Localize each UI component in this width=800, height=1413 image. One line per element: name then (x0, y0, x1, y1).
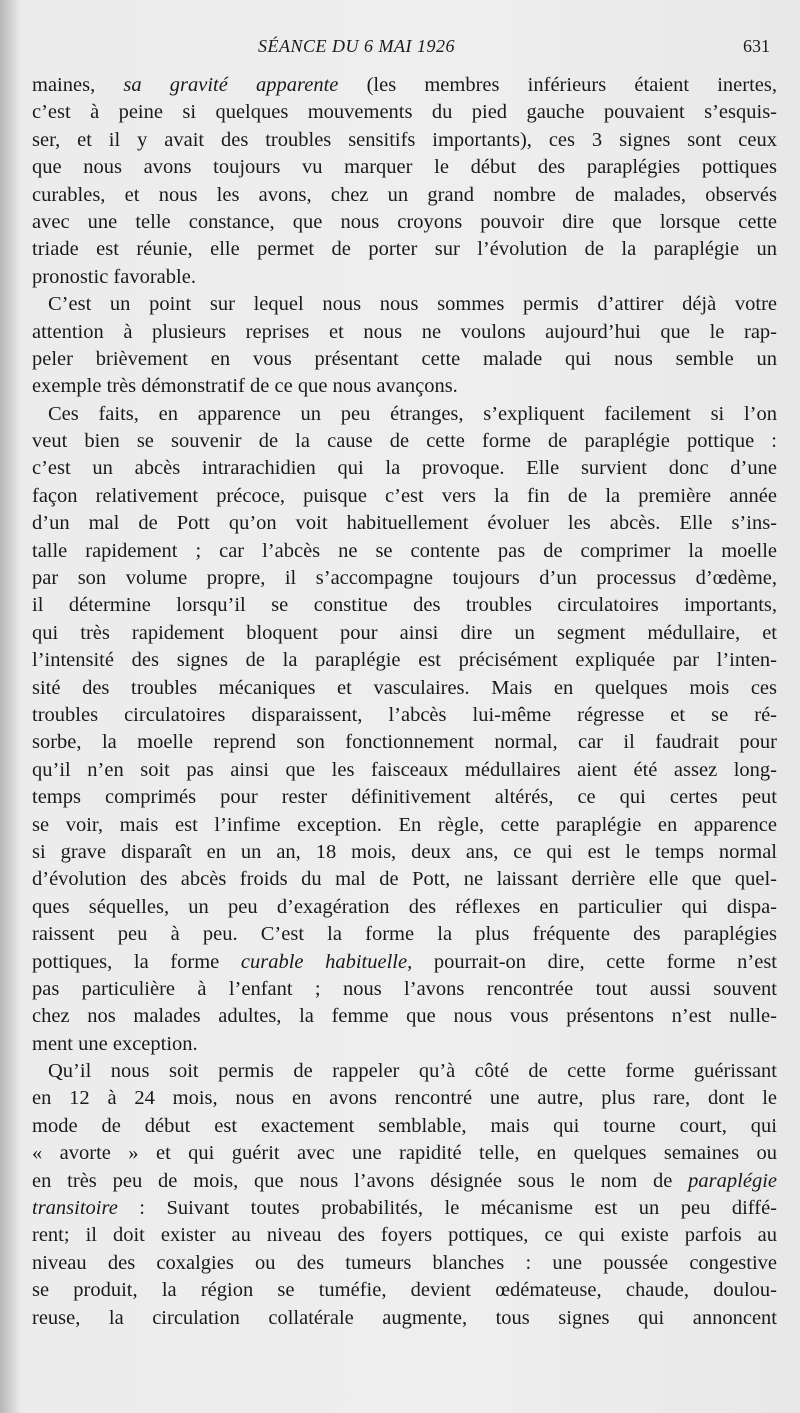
text-segment: peler brièvement en vous présentant cette malade qui nous semble un (32, 347, 777, 370)
text-segment: sité des troubles mécaniques et vasculaires. Mais en quelques mois ces (32, 676, 777, 699)
text-segment: ques séquelles, un peu d’exagération des réflexes en particulier qui dispa- (32, 895, 777, 918)
text-segment: sorbe, la moelle reprend son fonctionnement normal, car il faudrait pour (32, 731, 777, 754)
text-segment: pronostic favorable. (32, 265, 196, 288)
text-line (32, 1222, 777, 1249)
text-segment: troubles circulatoires disparaissent, l’abcès lui-même régresse et se ré- (32, 703, 777, 726)
text-segment: reuse, la circulation collatérale augmente, tous signes qui annoncent (32, 1306, 777, 1329)
text-segment: façon relativement précoce, puisque c’est vers la fin de la première année (32, 484, 777, 507)
text-line (32, 1168, 777, 1195)
text-segment: curables, et nous les avons, chez un grand nombre de malades, observés (32, 183, 777, 206)
text-line (32, 1003, 777, 1030)
text-line (32, 346, 777, 373)
text-line (32, 812, 777, 839)
text-segment: en 12 à 24 mois, nous en avons rencontré une autre, plus rare, dont le (32, 1087, 777, 1110)
text-line (32, 1140, 777, 1167)
text-segment: pourrait-on dire, cette forme n’est (412, 950, 777, 973)
running-title: SÉANCE DU 6 MAI 1926 (258, 36, 455, 56)
text-segment: rent; il doit exister au niveau des foyers pottiques, ce qui existe parfois au (32, 1224, 777, 1247)
body-text (32, 72, 777, 1332)
text-segment: niveau des coxalgies ou des tumeurs blanches : une poussée congestive (32, 1251, 777, 1274)
text-segment: d’un mal de Pott qu’on voit habituellement évoluer les abcès. Elle s’ins- (32, 512, 777, 535)
text-segment: attention à plusieurs reprises et nous ne voulons aujourd’hui que le rap- (32, 320, 777, 343)
text-segment: se produit, la région se tuméfie, devient œdémateuse, chaude, doulou- (32, 1279, 777, 1302)
text-line (32, 1085, 777, 1112)
text-segment: Qu’il nous soit permis de rappeler qu’à côté de cette forme guérissant (48, 1060, 777, 1083)
text-segment: exemple très démonstratif de ce que nous avançons. (32, 375, 458, 398)
text-line (32, 675, 777, 702)
text-segment: temps comprimés pour rester définitivement altérés, ce qui certes peut (32, 786, 777, 809)
page-edge-shadow (0, 0, 22, 1413)
text-line (32, 428, 777, 455)
text-segment: il détermine lorsqu’il se constitue des troubles circulatoires importants, (32, 594, 777, 617)
text-line (32, 949, 777, 976)
text-line (32, 373, 777, 400)
text-segment: qu’il n’en soit pas ainsi que les faisceaux médullaires aient été assez long- (32, 758, 777, 781)
text-segment: (les membres inférieurs étaient inertes, (338, 74, 777, 96)
text-segment: d’évolution des abcès froids du mal de Pott, ne laissant derrière elle que quel- (32, 868, 777, 891)
text-segment: talle rapidement ; car l’abcès ne se contente pas de comprimer la moelle (32, 539, 777, 562)
text-line (32, 702, 777, 729)
italic-text: curable habituelle, (240, 950, 413, 973)
text-segment: c’est à peine si quelques mouvements du pied gauche pouvaient s’esquis- (32, 101, 777, 124)
text-line (32, 1195, 777, 1222)
page-number: 631 (743, 36, 770, 56)
text-line (32, 319, 777, 346)
text-line (32, 894, 777, 921)
text-line (32, 236, 777, 263)
text-segment: c’est un abcès intrarachidien qui la provoque. Elle survient donc d’une (32, 457, 777, 480)
italic-text: sa gravité apparente (123, 74, 339, 96)
text-segment: triade est réunie, elle permet de porter sur l’évolution de la paraplégie un (32, 238, 777, 261)
text-line (32, 455, 777, 482)
text-line (32, 127, 777, 154)
text-segment: pottiques, la forme (32, 950, 241, 973)
text-line (32, 620, 777, 647)
text-segment: par son volume propre, il s’accompagne toujours d’un processus d’œdème, (32, 567, 777, 590)
text-line (32, 1277, 777, 1304)
text-line (32, 565, 777, 592)
text-line (32, 839, 777, 866)
text-segment: se voir, mais est l’infime exception. En règle, cette paraplégie en apparence (32, 813, 777, 836)
running-head (0, 36, 800, 60)
text-segment: pas particulière à l’enfant ; nous l’avons rencontrée tout aussi souvent (32, 977, 777, 1000)
text-segment: que nous avons toujours vu marquer le début des paraplégies pottiques (32, 156, 777, 179)
text-line (32, 538, 777, 565)
text-line (32, 757, 777, 784)
text-line (32, 264, 777, 291)
text-line (32, 72, 777, 99)
text-segment: Ces faits, en apparence un peu étranges, s’expliquent facilement si l’on (48, 402, 777, 425)
text-line (32, 483, 777, 510)
text-line (32, 1113, 777, 1140)
text-line (32, 209, 777, 236)
text-line (32, 1250, 777, 1277)
text-line (32, 647, 777, 674)
text-line (32, 182, 777, 209)
text-line (32, 729, 777, 756)
text-segment: maines, (32, 74, 124, 96)
text-line (32, 1058, 777, 1085)
text-segment: si grave disparaît en un an, 18 mois, deux ans, ce qui est le temps normal (32, 840, 777, 863)
text-line (32, 154, 777, 181)
text-segment: chez nos malades adultes, la femme que nous vous présentons n’est nulle- (32, 1005, 777, 1028)
text-line (32, 401, 777, 428)
italic-text: transitoire (32, 1197, 118, 1220)
text-segment: ser, et il y avait des troubles sensitifs importants), ces 3 signes sont ceux (32, 128, 777, 151)
text-line (32, 866, 777, 893)
text-line (32, 510, 777, 537)
italic-text: paraplégie (688, 1169, 777, 1192)
text-segment: raissent peu à peu. C’est la forme la plus fréquente des paraplégies (32, 923, 777, 946)
text-line (32, 592, 777, 619)
text-segment: ment une exception. (32, 1032, 198, 1055)
text-segment: l’intensité des signes de la paraplégie est précisément expliquée par l’inten- (32, 649, 777, 672)
text-segment: mode de début est exactement semblable, mais qui tourne court, qui (32, 1114, 777, 1137)
text-line (32, 99, 777, 126)
text-segment: veut bien se souvenir de la cause de cette forme de paraplégie pottique : (32, 430, 777, 453)
text-line (32, 921, 777, 948)
text-line (32, 1031, 777, 1058)
text-line (32, 1305, 777, 1332)
text-line (32, 291, 777, 318)
text-segment: en très peu de mois, que nous l’avons désignée sous le nom de (32, 1169, 689, 1192)
text-segment: avec une telle constance, que nous croyons pouvoir dire que lorsque cette (32, 210, 777, 233)
text-line (32, 784, 777, 811)
text-segment: qui très rapidement bloquent pour ainsi dire un segment médullaire, et (32, 621, 777, 644)
text-line (32, 976, 777, 1003)
text-segment: C’est un point sur lequel nous nous sommes permis d’attirer déjà votre (48, 293, 777, 316)
text-segment: « avorte » et qui guérit avec une rapidité telle, en quelques semaines ou (32, 1142, 777, 1165)
text-segment: : Suivant toutes probabilités, le mécanisme est un peu diffé- (117, 1197, 777, 1220)
